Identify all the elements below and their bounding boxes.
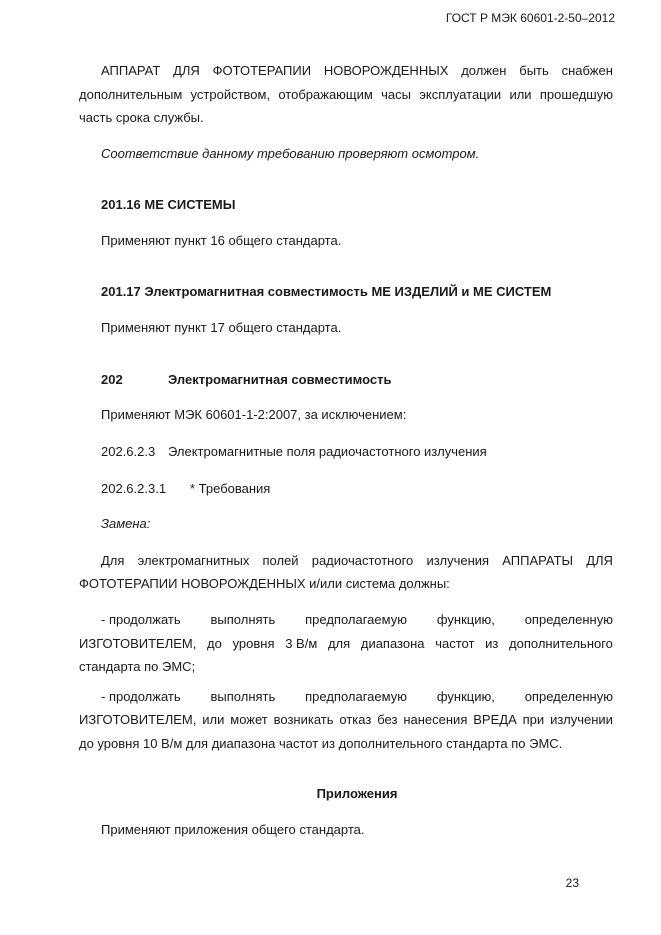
word: НОВОРОЖДЕННЫХ <box>323 63 449 78</box>
word: снабжен <box>561 63 613 78</box>
word: отказ <box>339 712 372 727</box>
section-text-201-17: Применяют пункт 17 общего стандарта. <box>101 320 342 335</box>
word: функцию, <box>436 689 495 704</box>
word: предполагаемую <box>305 612 407 627</box>
list-item-line <box>101 612 613 628</box>
word: определенную <box>524 612 613 627</box>
word: из <box>485 636 499 651</box>
word: без <box>377 712 398 727</box>
word: ДЛЯ <box>586 553 613 568</box>
page-number: 23 <box>565 876 579 890</box>
list-item-line: стандарта по ЭМС; <box>79 659 196 674</box>
word: эксплуатации <box>419 87 502 102</box>
word: ИЗГОТОВИТЕЛЕМ, <box>79 712 197 727</box>
word: Для <box>101 553 125 568</box>
word: для <box>327 636 351 651</box>
word: до <box>207 636 222 651</box>
list-item-line: до уровня 10 В/м для диапазона частот из дополнительного стандарта по ЭМС. <box>79 736 563 751</box>
replacement-label: Замена: <box>101 516 151 531</box>
section-text-201-16: Применяют пункт 16 общего стандарта. <box>101 233 342 248</box>
compliance-note: Соответствие данному требованию проверяют осмотром. <box>101 146 480 161</box>
word: должен <box>461 63 507 78</box>
word: уровня <box>232 636 275 651</box>
word: - продолжать <box>101 612 181 627</box>
word: нанесения <box>403 712 468 727</box>
word: радиочастотного <box>311 553 414 568</box>
subsection-number-202-6-2-3-1: 202.6.2.3.1 <box>101 481 167 496</box>
section-text-202: Применяют МЭК 60601-1-2:2007, за исключением: <box>101 407 407 422</box>
word: быть <box>519 63 549 78</box>
section-title-202: Электромагнитная совместимость <box>168 372 392 387</box>
word: АППАРАТ <box>101 63 161 78</box>
paragraph-line: ФОТОТЕРАПИИ НОВОРОЖДЕННЫХ и/или система должны: <box>79 576 450 591</box>
word: диапазона <box>360 636 425 651</box>
section-heading-201-17: 201.17 Электромагнитная совместимость МЕ ИЗДЕЛИЙ и МЕ СИСТЕМ <box>101 284 552 299</box>
word: полей <box>262 553 299 568</box>
section-number-202: 202 <box>101 372 123 387</box>
word: излучения <box>426 553 490 568</box>
word: прошедшую <box>539 87 613 102</box>
word: определенную <box>524 689 613 704</box>
word: при <box>522 712 545 727</box>
word: предполагаемую <box>305 689 407 704</box>
word: излучении <box>550 712 613 727</box>
paragraph-line <box>79 87 613 103</box>
word: ИЗГОТОВИТЕЛЕМ, <box>79 636 197 651</box>
word: АППАРАТЫ <box>502 553 574 568</box>
section-heading-201-16: 201.16 МЕ СИСТЕМЫ <box>101 197 236 212</box>
word: выполнять <box>210 612 276 627</box>
word: устройством, <box>190 87 271 102</box>
appendices-heading: Приложения <box>316 786 398 801</box>
document-header-code: ГОСТ Р МЭК 60601-2-50–2012 <box>445 11 615 25</box>
word: отображающим <box>278 87 373 102</box>
word: часы <box>381 87 411 102</box>
word: ВРЕДА <box>473 712 517 727</box>
list-item-line <box>101 689 613 705</box>
word: или <box>202 712 225 727</box>
list-item-line <box>79 636 613 652</box>
word: выполнять <box>210 689 276 704</box>
word: дополнительным <box>79 87 183 102</box>
paragraph-line: часть срока службы. <box>79 110 204 125</box>
word: возникать <box>273 712 334 727</box>
word: ФОТОТЕРАПИИ <box>212 63 312 78</box>
word: ДЛЯ <box>173 63 200 78</box>
appendices-text: Применяют приложения общего стандарта. <box>101 822 365 837</box>
word: - продолжать <box>101 689 181 704</box>
word: частот <box>435 636 475 651</box>
paragraph-line <box>101 63 613 79</box>
word: может <box>230 712 268 727</box>
subsection-number-202-6-2-3: 202.6.2.3 <box>101 444 156 459</box>
word: электромагнитных <box>137 553 250 568</box>
word: или <box>509 87 532 102</box>
word: дополнительного <box>509 636 613 651</box>
word: 3 В/м <box>285 636 318 651</box>
paragraph-line <box>101 553 613 569</box>
word: функцию, <box>436 612 495 627</box>
list-item-line <box>79 712 613 728</box>
subsection-title-202-6-2-3: Электромагнитные поля радиочастотного излучения <box>168 444 487 459</box>
subsection-title-202-6-2-3-1: * Требования <box>190 481 271 496</box>
